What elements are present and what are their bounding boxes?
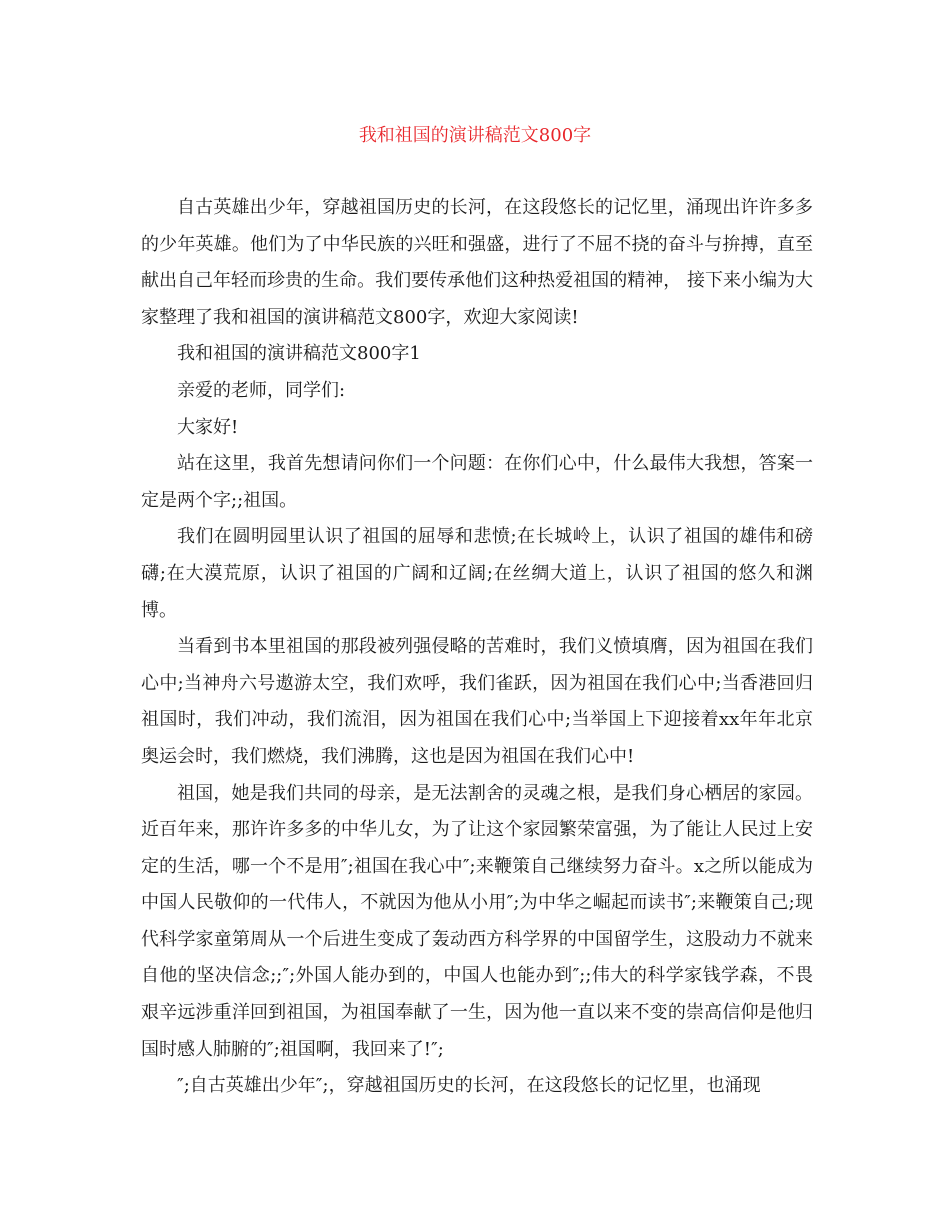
document-title: 我和祖国的演讲稿范文800字 xyxy=(358,125,592,146)
paragraph-salutation: 亲爱的老师，同学们: xyxy=(177,379,346,401)
paragraph-intro: 自古英雄出少年，穿越祖国历史的长河，在这段悠长的记忆里，涌现出许许多多的少年英雄。他们为了中华民族的兴旺和强盛，进行了不屈不挠的奋斗与拚搏，直至献出自己年轻而珍贵的生命。我们要传承他们这种热爱祖国的精神， 接下来小编为大家整理了我和祖国的演讲稿范文800字，欢迎大家阅读! xyxy=(141,197,813,328)
paragraph-recognition: 我们在圆明园里认识了祖国的屈辱和悲愤;在长城岭上，认识了祖国的雄伟和磅礴;在大漠荒原，认识了祖国的广阔和辽阔;在丝绸大道上，认识了祖国的悠久和渊博。 xyxy=(141,526,813,621)
document-body xyxy=(141,190,813,1105)
paragraph-subtitle: 我和祖国的演讲稿范文800字1 xyxy=(177,343,421,365)
paragraph-motherland: 祖国，她是我们共同的母亲，是无法割舍的灵魂之根，是我们身心栖居的家园。近百年来，那许许多多的中华儿女，为了让这个家园繁荣富强，为了能让人民过上安定的生活，哪一个不是用″;祖国在我心中″;来鞭策自己继续努力奋斗。x之所以能成为中国人民敬仰的一代伟人，不就因为他从小用″;为中华之崛起而读书″;来鞭策自己;现代科学家童第周从一个后进生变成了轰动西方科学界的中国留学生，这股动力不就来自他的坚决信念;;″;外国人能办到的，中国人也能办到″;;伟大的科学家钱学森，不畏艰辛远涉重洋回到祖国，为祖国奉献了一生，因为他一直以来不变的崇高信仰是他归国时感人肺腑的″;祖国啊，我回来了!″; xyxy=(141,782,813,1060)
paragraph-question: 站在这里，我首先想请问你们一个问题：在你们心中，什么最伟大我想，答案一定是两个字;;祖国。 xyxy=(141,453,813,511)
paragraph-heroes: ″;自古英雄出少年″;，穿越祖国历史的长河，在这段悠长的记忆里，也涌现 xyxy=(177,1075,761,1097)
paragraph-in-our-hearts: 当看到书本里祖国的那段被列强侵略的苦难时，我们义愤填膺，因为祖国在我们心中;当神舟六号遨游太空，我们欢呼，我们雀跃，因为祖国在我们心中;当香港回归祖国时，我们冲动，我们流泪，因为祖国在我们心中;当举国上下迎接着xx年年北京奥运会时，我们燃烧，我们沸腾，这也是因为祖国在我们心中! xyxy=(141,636,813,767)
paragraph-greeting: 大家好! xyxy=(177,416,239,438)
